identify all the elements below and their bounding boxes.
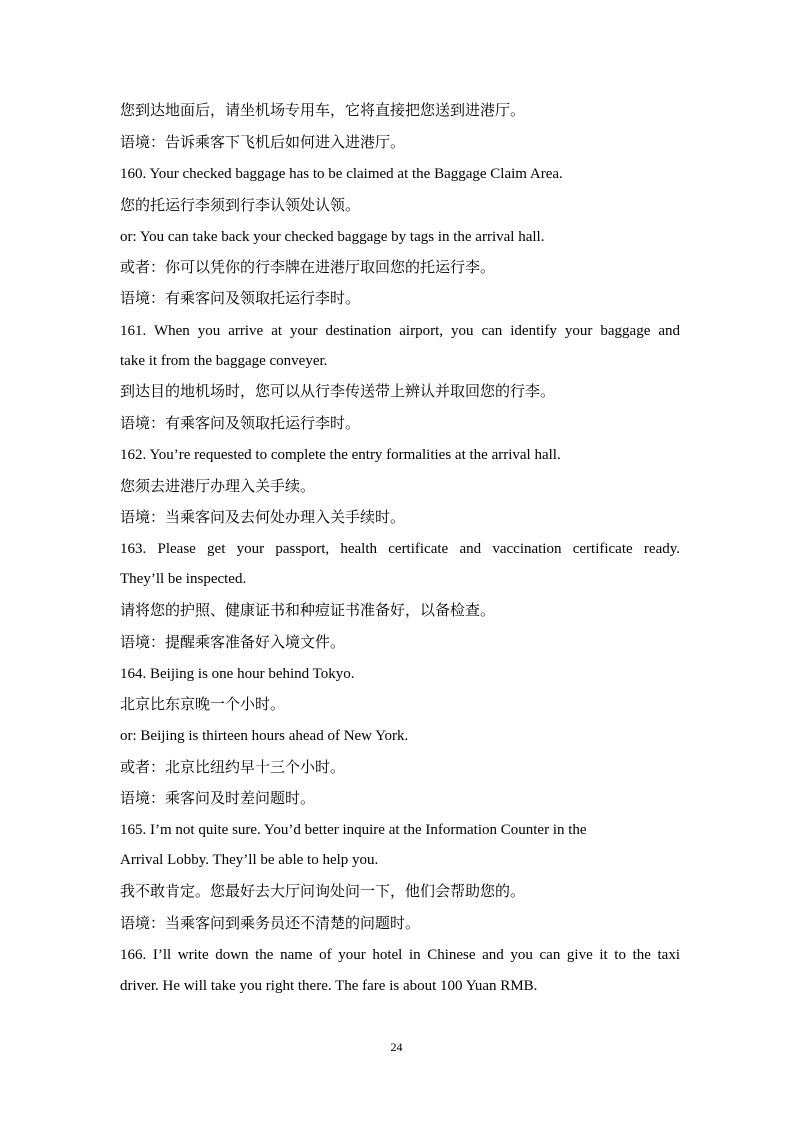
text-line: 语境：当乘客问到乘务员还不清楚的问题时。 [120,914,421,932]
text-line: or: Beijing is thirteen hours ahead of New York. [120,728,409,744]
text-line: 或者：你可以凭你的行李牌在进港厅取回您的托运行李。 [120,258,496,276]
text-line: 163. Please get your passport, health certificate and vaccination certificate ready. [120,541,680,557]
text-line: 您须去进港厅办理入关手续。 [120,477,316,495]
text-line: 请将您的护照、健康证书和种痘证书准备好，以备检查。 [120,601,496,619]
text-line: 您的托运行李须到行李认领处认领。 [120,196,361,214]
text-line: 166. I’ll write down the name of your hotel in Chinese and you can give it to the taxi [120,947,680,963]
text-line: 160. Your checked baggage has to be claimed at the Baggage Claim Area. [120,166,563,182]
text-line: 语境：乘客问及时差问题时。 [120,789,316,807]
text-line: 或者：北京比纽约早十三个小时。 [120,758,346,776]
text-line: 我不敢肯定。您最好去大厅问询处问一下，他们会帮助您的。 [120,882,526,900]
text-line: 语境：当乘客问及去何处办理入关手续时。 [120,508,406,526]
text-line: 161. When you arrive at your destination airport, you can identify your baggage and [120,323,680,339]
page-number: 24 [390,1040,403,1054]
text-line: 语境：告诉乘客下飞机后如何进入进港厅。 [120,133,406,151]
text-line: 您到达地面后，请坐机场专用车，它将直接把您送到进港厅。 [120,101,526,119]
text-line: 165. I’m not quite sure. You’d better inquire at the Information Counter in the [120,822,587,838]
text-line: They’ll be inspected. [120,571,247,587]
text-line: Arrival Lobby. They’ll be able to help you. [120,852,379,868]
text-line: take it from the baggage conveyer. [120,353,328,369]
text-line: 语境：提醒乘客准备好入境文件。 [120,633,346,651]
text-line: 语境：有乘客问及领取托运行李时。 [120,414,361,432]
text-line: 到达目的地机场时，您可以从行李传送带上辨认并取回您的行李。 [120,382,556,400]
text-line: 北京比东京晚一个小时。 [120,695,286,713]
text-line: 162. You’re requested to complete the entry formalities at the arrival hall. [120,447,561,463]
text-line: 164. Beijing is one hour behind Tokyo. [120,666,355,682]
text-line: driver. He will take you right there. The fare is about 100 Yuan RMB. [120,978,538,994]
text-line: or: You can take back your checked baggage by tags in the arrival hall. [120,229,545,245]
text-line: 语境：有乘客问及领取托运行李时。 [120,289,361,307]
